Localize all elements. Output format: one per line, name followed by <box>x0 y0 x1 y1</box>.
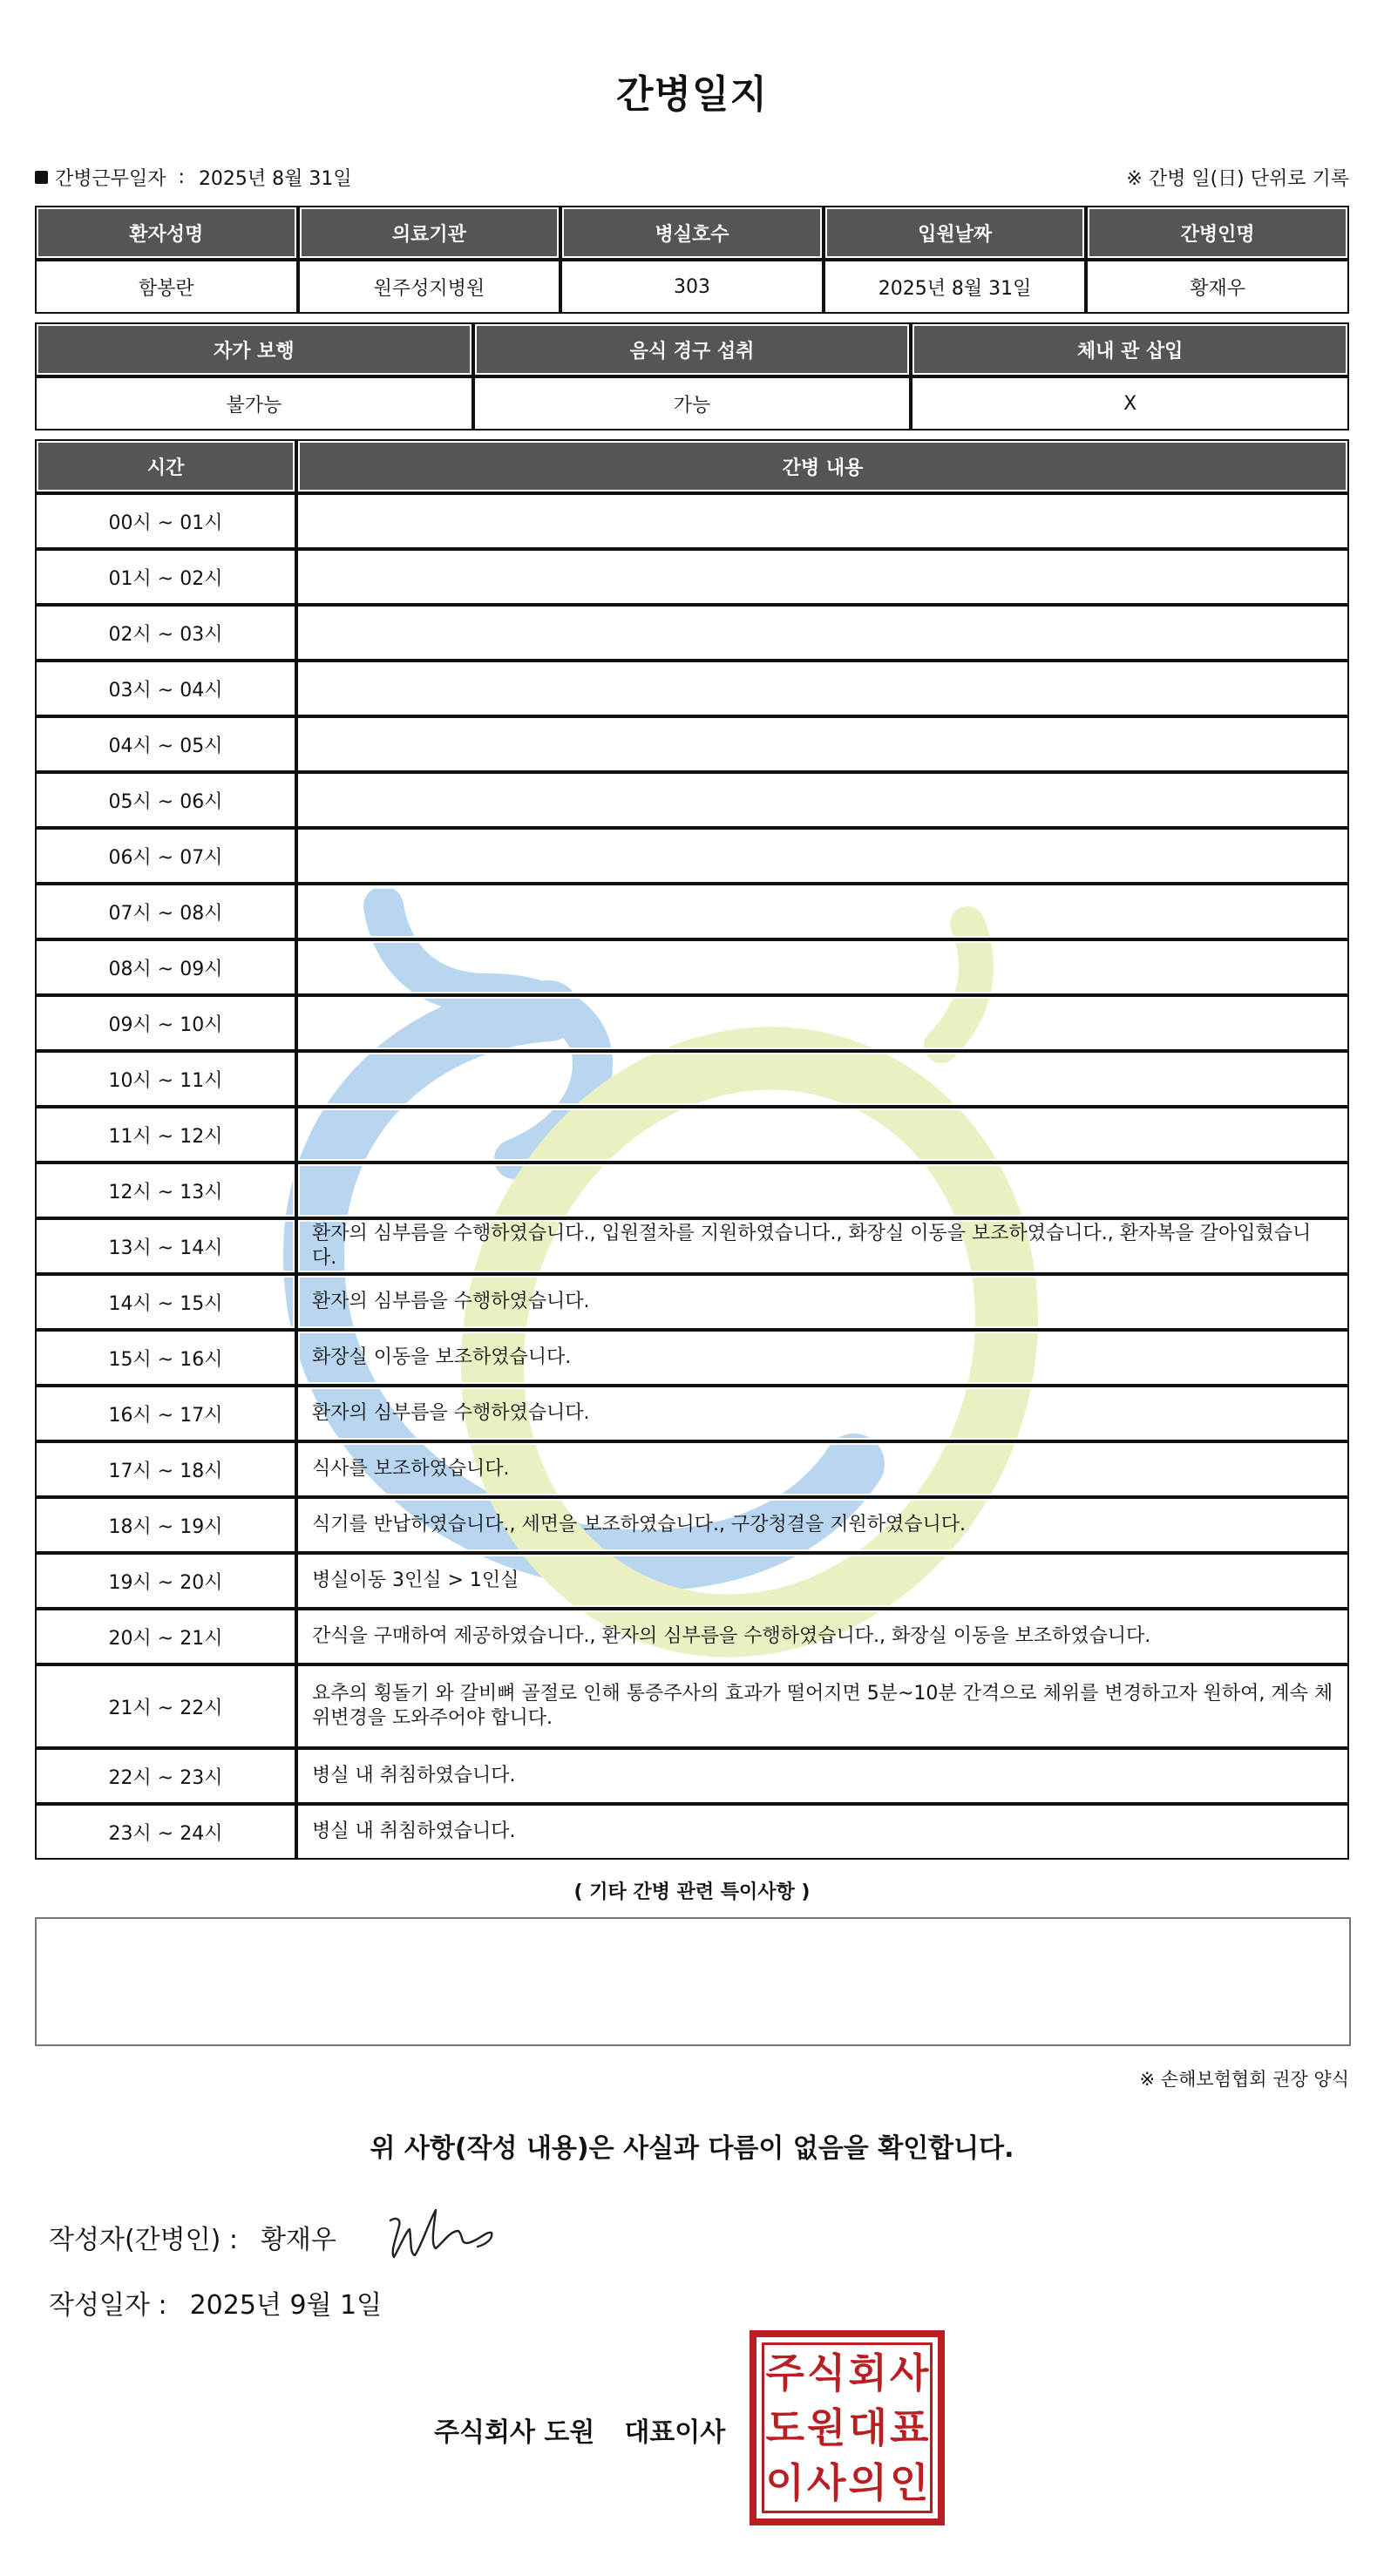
care-log-time: 15시 ~ 16시 <box>35 1330 296 1386</box>
patient-info-value-row <box>35 260 1349 314</box>
care-log-content <box>296 939 1349 995</box>
care-log-content <box>296 995 1349 1051</box>
written-date-value: 2025년 9월 1일 <box>189 2290 383 2321</box>
care-log-time: 04시 ~ 05시 <box>35 716 296 772</box>
care-log-time: 16시 ~ 17시 <box>35 1386 296 1441</box>
care-log-time: 03시 ~ 04시 <box>35 661 296 716</box>
header-room-number: 병실호수 <box>560 206 824 260</box>
care-log-row <box>35 772 1349 828</box>
care-log-content <box>296 716 1349 772</box>
company-name: 주식회사 도원 <box>434 2417 595 2448</box>
care-log-row <box>35 549 1349 605</box>
header-care-content: 간병 내용 <box>296 439 1349 493</box>
company-seal-inner <box>762 2342 933 2513</box>
seal-character: 식 <box>807 2349 846 2396</box>
seal-character: 회 <box>848 2349 887 2396</box>
care-log-content <box>296 661 1349 716</box>
value-patient-name: 함봉란 <box>35 260 298 314</box>
care-log-content: 병실 내 취침하였습니다. <box>296 1748 1349 1804</box>
care-log-row <box>35 828 1349 884</box>
care-log-time: 22시 ~ 23시 <box>35 1748 296 1804</box>
value-caregiver-name: 황재우 <box>1086 260 1349 314</box>
care-log-row <box>35 1441 1349 1497</box>
care-log-row <box>35 1274 1349 1330</box>
value-tube-insertion: X <box>911 376 1349 430</box>
care-log-content: 식사를 보조하였습니다. <box>296 1441 1349 1497</box>
care-log-content: 환자의 심부름을 수행하였습니다., 입원절차를 지원하였습니다., 화장실 이동을 보조하였습니다., 환자복을 갈아입혔습니다. <box>296 1218 1349 1274</box>
header-admission-date: 입원날짜 <box>824 206 1087 260</box>
care-log-time: 21시 ~ 22시 <box>35 1664 296 1748</box>
care-log-row <box>35 1609 1349 1664</box>
care-log-row <box>35 884 1349 939</box>
care-log-row <box>35 716 1349 772</box>
care-log-content: 간식을 구매하여 제공하였습니다., 환자의 심부름을 수행하였습니다., 화장실 이동을 보조하였습니다. <box>296 1609 1349 1664</box>
header-oral-intake: 음식 경구 섭취 <box>473 322 912 376</box>
work-date-value: 2025년 8월 31일 <box>198 168 352 190</box>
care-log-row <box>35 661 1349 716</box>
care-log-content <box>296 1107 1349 1163</box>
care-log-content: 병실 내 취침하였습니다. <box>296 1804 1349 1860</box>
care-log-time: 00시 ~ 01시 <box>35 493 296 549</box>
bullet-square-icon <box>35 171 48 184</box>
care-log-body <box>35 493 1349 1860</box>
patient-status-header-row <box>35 322 1349 376</box>
care-log-time: 10시 ~ 11시 <box>35 1051 296 1107</box>
care-log-row <box>35 493 1349 549</box>
company-signature-line <box>434 2410 725 2449</box>
care-log-time: 12시 ~ 13시 <box>35 1163 296 1218</box>
page-title: 간병일지 <box>615 72 768 117</box>
care-log-row <box>35 1748 1349 1804</box>
seal-character: 도 <box>765 2403 804 2451</box>
care-log-row <box>35 1051 1349 1107</box>
record-unit-note: ※ 간병 일(日) 단위로 기록 <box>1126 168 1349 190</box>
care-log-content <box>296 884 1349 939</box>
work-date-label: 간병근무일자 <box>55 168 166 190</box>
care-log-time: 17시 ~ 18시 <box>35 1441 296 1497</box>
care-log-content: 요추의 횡돌기 와 갈비뼈 골절로 인해 통증주사의 효과가 떨어지면 5분~10분 간격으로 체위를 변경하고자 원하여, 계속 체위변경을 도와주어야 합니다. <box>296 1664 1349 1748</box>
seal-character: 대 <box>848 2403 887 2451</box>
care-log-time: 08시 ~ 09시 <box>35 939 296 995</box>
care-log-row <box>35 1163 1349 1218</box>
company-representative-title: 대표이사 <box>624 2417 726 2448</box>
seal-character: 주 <box>765 2349 804 2396</box>
care-log-row <box>35 1330 1349 1386</box>
header-hospital: 의료기관 <box>298 206 561 260</box>
care-log-time: 11시 ~ 12시 <box>35 1107 296 1163</box>
care-log-time: 20시 ~ 21시 <box>35 1609 296 1664</box>
care-log-content: 병실이동 3인실 > 1인실 <box>296 1553 1349 1609</box>
company-seal-stamp <box>750 2330 945 2525</box>
work-date-colon: : <box>178 166 185 188</box>
patient-info-header-row <box>35 206 1349 260</box>
patient-status-table <box>35 322 1349 430</box>
value-hospital: 원주성지병원 <box>298 260 561 314</box>
care-log-row <box>35 1804 1349 1860</box>
writer-name: 황재우 <box>260 2225 336 2255</box>
care-log-content <box>296 493 1349 549</box>
header-tube-insertion: 체내 관 삽입 <box>911 322 1349 376</box>
header-patient-name: 환자성명 <box>35 206 298 260</box>
other-notes-box <box>35 1917 1351 2046</box>
care-log-header-row <box>35 439 1349 493</box>
care-log-content <box>296 549 1349 605</box>
care-log-row <box>35 995 1349 1051</box>
value-room-number: 303 <box>560 260 824 314</box>
care-log-time: 23시 ~ 24시 <box>35 1804 296 1860</box>
value-admission-date: 2025년 8월 31일 <box>824 260 1087 314</box>
care-log-time: 06시 ~ 07시 <box>35 828 296 884</box>
care-log-content: 환자의 심부름을 수행하였습니다. <box>296 1274 1349 1330</box>
written-date-line <box>49 2283 382 2322</box>
care-log-time: 01시 ~ 02시 <box>35 549 296 605</box>
value-self-walking: 불가능 <box>35 376 473 430</box>
care-log-time: 18시 ~ 19시 <box>35 1497 296 1553</box>
patient-status-value-row <box>35 376 1349 430</box>
care-log-time: 19시 ~ 20시 <box>35 1553 296 1609</box>
care-log-row <box>35 1497 1349 1553</box>
care-log-row <box>35 1553 1349 1609</box>
care-log-time: 05시 ~ 06시 <box>35 772 296 828</box>
care-log-row <box>35 1218 1349 1274</box>
other-notes-title: ( 기타 간병 관련 특이사항 ) <box>573 1881 811 1903</box>
care-log-content: 화장실 이동을 보조하였습니다. <box>296 1330 1349 1386</box>
header-time: 시간 <box>35 439 296 493</box>
handwritten-signature <box>383 2205 505 2266</box>
care-log-time: 02시 ~ 03시 <box>35 605 296 661</box>
care-log-content <box>296 605 1349 661</box>
value-oral-intake: 가능 <box>473 376 912 430</box>
care-log-content <box>296 828 1349 884</box>
writer-label: 작성자(간병인) : <box>49 2225 238 2255</box>
seal-character: 의 <box>848 2459 887 2507</box>
care-log-content <box>296 1051 1349 1107</box>
care-log-row <box>35 1664 1349 1748</box>
seal-character: 인 <box>890 2459 929 2507</box>
care-log-content: 식기를 반납하였습니다., 세면을 보조하였습니다., 구강청결을 지원하였습니다. <box>296 1497 1349 1553</box>
seal-character: 사 <box>807 2459 846 2507</box>
care-log-time: 14시 ~ 15시 <box>35 1274 296 1330</box>
care-log-row <box>35 605 1349 661</box>
care-log-content <box>296 772 1349 828</box>
care-log-row <box>35 1386 1349 1441</box>
care-log-time: 13시 ~ 14시 <box>35 1218 296 1274</box>
header-caregiver-name: 간병인명 <box>1086 206 1349 260</box>
confirmation-statement: 위 사항(작성 내용)은 사실과 다름이 없음을 확인합니다. <box>370 2133 1014 2164</box>
written-date-label: 작성일자 : <box>49 2290 167 2321</box>
seal-character: 표 <box>890 2403 929 2451</box>
care-log-content: 환자의 심부름을 수행하였습니다. <box>296 1386 1349 1441</box>
care-log-time: 07시 ~ 08시 <box>35 884 296 939</box>
patient-info-table <box>35 206 1349 314</box>
care-log-content <box>296 1163 1349 1218</box>
seal-character: 이 <box>765 2459 804 2507</box>
care-log-table <box>35 439 1349 1860</box>
header-self-walking: 자가 보행 <box>35 322 473 376</box>
form-source-note: ※ 손해보험협회 권장 양식 <box>1139 2069 1349 2090</box>
care-log-time: 09시 ~ 10시 <box>35 995 296 1051</box>
care-log-row <box>35 939 1349 995</box>
seal-character: 원 <box>807 2403 846 2451</box>
care-log-row <box>35 1107 1349 1163</box>
work-date-line <box>35 164 352 191</box>
seal-character: 사 <box>890 2349 929 2396</box>
writer-line <box>49 2218 336 2256</box>
